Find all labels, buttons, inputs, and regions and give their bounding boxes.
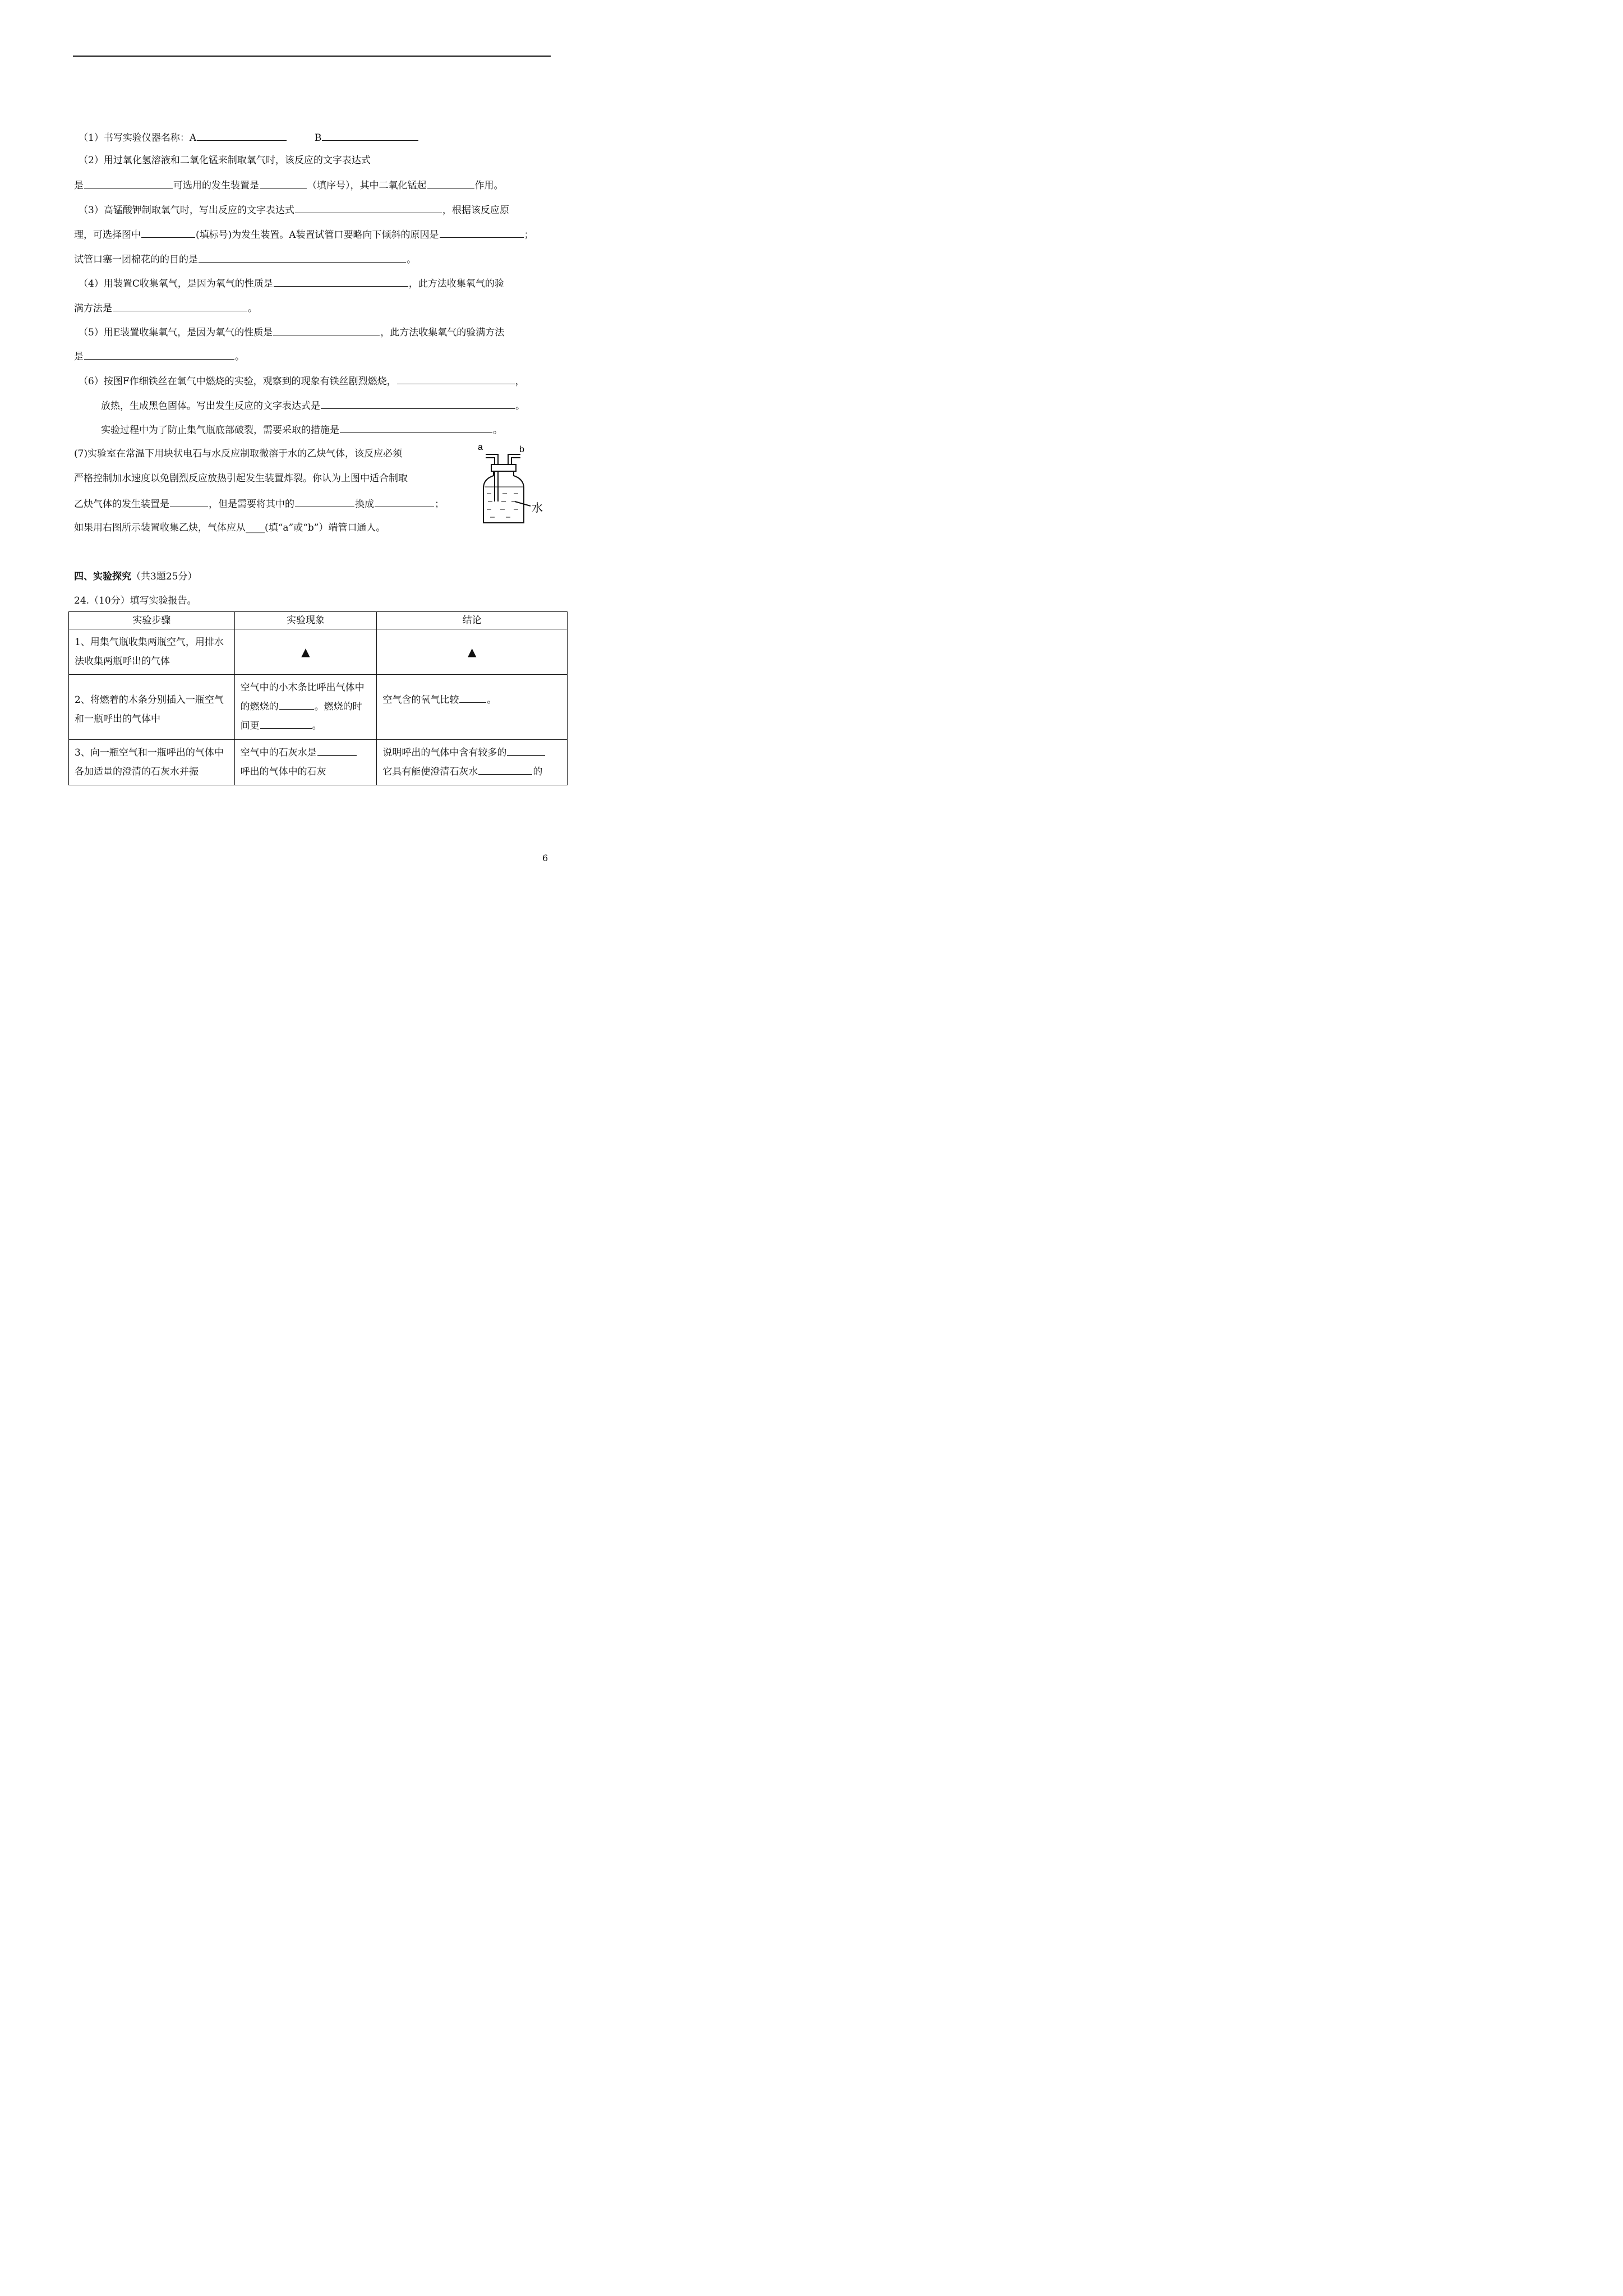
blank[interactable] [375,496,434,507]
text: ，根据该反应原 [442,205,509,216]
text: 换成 [355,499,374,510]
text: 试管口塞一团棉花的的目的是 [74,254,198,265]
gas-bottle-figure [474,440,547,530]
text: 它具有能使澄清石灰水 [382,766,478,777]
label-b: b [519,445,524,454]
header-rule [73,56,551,57]
text: 放热，生成黑色固体。写出发生反应的文字表达式是 [101,401,320,412]
q5-line1 [79,325,504,339]
text: （3）高锰酸钾制取氧气时，写出反应的文字表达式 [79,205,294,216]
q1-text: （1）书写实验仪器名称：A [79,132,197,144]
q7-line3 [74,496,444,511]
q4-line1 [79,276,504,291]
text: 实验过程中为了防止集气瓶底部破裂，需要采取的措施是 [101,425,339,436]
blank[interactable] [170,496,208,507]
blank[interactable] [274,276,408,287]
section4-title: 四、实验探究 [74,571,131,582]
header-cell: 结论 [377,612,568,629]
text: 。 [515,401,525,412]
blank[interactable] [440,227,524,238]
text: 理，可选择图中 [74,229,141,241]
q2-line1: （2）用过氧化氢溶液和二氧化锰来制取氧气时，该反应的文字表达式 [79,155,371,166]
blank[interactable] [340,422,492,433]
page-number: 6 [542,853,548,863]
blank-a[interactable] [197,130,287,141]
text: 是 [74,180,84,191]
text: 满方法是 [74,303,112,314]
experiment-report-table [68,611,568,785]
text: ； [524,229,534,241]
blank[interactable] [478,764,532,775]
q24-title: 24.（10分）填写实验报告。 [74,595,197,606]
table-row [69,675,568,740]
q3-line2 [74,227,534,242]
text: 。燃烧的时间更 [240,701,362,731]
text: （6）按图F作细铁丝在氧气中燃烧的实验，观察到的现象有铁丝剧烈燃烧， [79,376,396,387]
q3-line3 [74,252,416,266]
step-text: 2、将燃着的木条分别插入一瓶空气和一瓶呼出的气体中 [75,694,224,725]
text: 。 [312,720,322,731]
q6-line3 [101,422,502,437]
step-cell: 3、向一瓶空气和一瓶呼出的气体中各加适量的澄清的石灰水并振 [69,740,235,785]
phenomenon-cell [234,675,377,740]
conclusion-cell [377,675,568,740]
table-row [69,740,568,785]
blank[interactable] [260,718,312,729]
q7-line1: (7)实验室在常温下用块状电石与水反应制取微溶于水的乙炔气体，该反应必须 [74,448,403,459]
label-water: 水 [532,501,543,514]
text: 呼出的气体中的石灰 [240,766,326,777]
blank[interactable] [84,178,173,188]
table-header-row [69,612,568,629]
text: 空气含的氧气比较 [382,694,459,706]
q4-line2 [74,301,257,315]
blank[interactable] [141,227,195,238]
q3-line1 [79,203,509,217]
text: 。 [407,254,416,265]
text: 乙炔气体的发生装置是 [74,499,169,510]
text: 空气中的小木条比呼出气体中的燃烧的 [240,682,365,712]
text: (填标号)为发生装置。A装置试管口要略向下倾斜的原因是 [196,229,439,241]
blank[interactable] [507,745,545,756]
text: 。 [493,425,502,436]
text: 是 [74,351,84,362]
label-a: a [478,443,483,452]
phenomenon-cell [234,740,377,785]
text: ，此方法收集氧气的验 [408,278,504,289]
blank[interactable] [260,178,307,188]
text: 空气中的石灰水是 [240,747,317,758]
blank[interactable] [199,252,406,263]
text: 。 [487,694,497,706]
text: （4）用装置C收集氧气，是因为氧气的性质是 [79,278,273,289]
blank[interactable] [397,374,515,384]
blank-b[interactable] [322,130,418,141]
text: ，但是需要将其中的 [209,499,294,510]
text: 。 [235,351,245,362]
blank[interactable] [113,301,247,311]
step-cell: 1、用集气瓶收集两瓶空气，用排水法收集两瓶呼出的气体 [69,629,235,675]
text: ， [515,376,525,387]
header-cell: 实验现象 [234,612,377,629]
conclusion-cell [377,740,568,785]
q5-line2 [74,349,245,364]
blank[interactable] [279,699,314,710]
q6-line1 [79,374,525,388]
step-cell [69,675,235,740]
blank[interactable] [295,496,354,507]
conclusion-cell[interactable]: ▲ [377,629,568,675]
blank[interactable] [321,398,515,409]
blank[interactable] [273,325,380,335]
header-cell: 实验步骤 [69,612,235,629]
q1-b-label: B [314,132,322,144]
text: ，此方法收集氧气的验满方法 [380,327,505,338]
blank[interactable] [459,692,486,703]
text: ； [435,499,444,510]
q7-line4: 如果用右图所示装置收集乙炔，气体应从____(填“a”或“b”）端管口通人。 [74,522,386,533]
text: 作用。 [474,180,504,191]
text: 。 [248,303,257,314]
blank[interactable] [317,745,357,756]
q1-line [79,130,419,145]
text: 的 [533,766,543,777]
blank[interactable] [427,178,474,188]
section4-heading [74,570,197,583]
text: 说明呼出的气体中含有较多的 [382,747,507,758]
q7-line2: 严格控制加水速度以免剧烈反应放热引起发生装置炸裂。你认为上图中适合制取 [74,473,408,484]
phenomenon-cell[interactable]: ▲ [234,629,377,675]
text: （填序号），其中二氧化锰起 [307,180,427,191]
text: 可选用的发生装置是 [173,180,259,191]
blank[interactable] [84,349,234,360]
blank[interactable] [295,203,442,213]
q2-line2 [74,178,504,192]
q6-line2 [101,398,525,413]
section4-sub: （共3题25分） [131,571,197,582]
text: （5）用E装置收集氧气，是因为氧气的性质是 [79,327,273,338]
table-row [69,629,568,675]
